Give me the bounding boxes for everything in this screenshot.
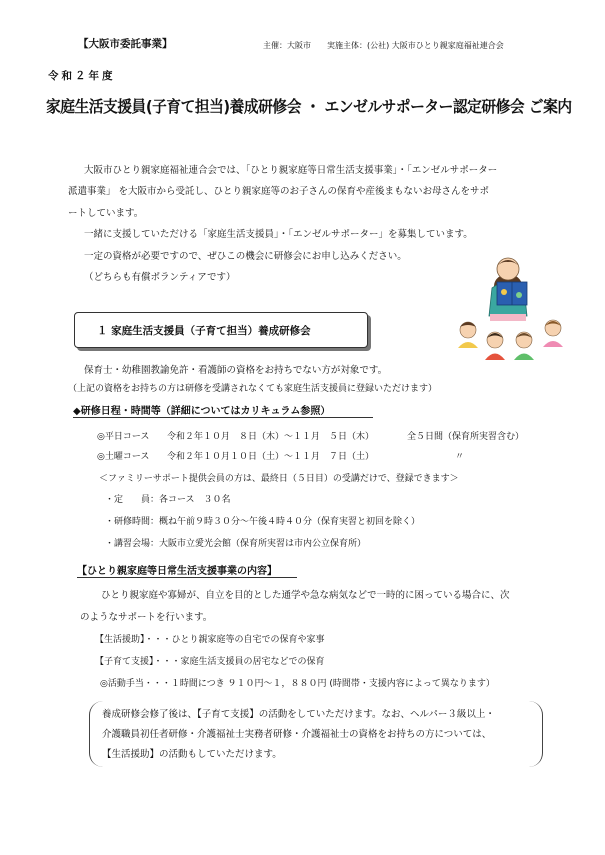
book-icon (497, 282, 527, 305)
course-length: 全５日間（保育所実習含む） (407, 432, 525, 442)
note-line: 介護職員初任者研修・介護福祉士実務者研修・介護福祉士の資格をお持ちの方については、 (102, 729, 492, 740)
capacity: ・定 員：各コース ３０名 (105, 495, 231, 505)
fiscal-year: 令和２年度 (48, 70, 116, 82)
child-figure (458, 322, 478, 348)
intro-line: （どちらも有償ボランティアです） (84, 272, 236, 283)
organizer-line (263, 40, 504, 51)
note-line: 養成研修会修了後は、【子育て支援】の活動をしていただけます。なお、ヘルパー３級以上・ (102, 709, 495, 720)
family-support-note: ＜ファミリーサポート提供会員の方は、最終日（５日目）の受講だけで、登録できます＞ (99, 474, 459, 484)
course-name: ◎土曜コース (97, 452, 150, 462)
page-title: 家庭生活支援員(子育て担当)養成研修会 ・ エンゼルサポーター認定研修会 ご案内 (46, 97, 572, 116)
business-desc-line: のようなサポートを行います。 (80, 612, 213, 623)
intro-line: 派遣事業」 を大阪市から受託し、ひとり親家庭等のお子さんの保育や産後まもないお母さんをサポ (68, 186, 490, 197)
child-figure (543, 320, 563, 347)
section-heading: １ 家庭生活支援員（子育て担当）養成研修会 (97, 324, 311, 337)
course-length: 〃 (455, 452, 465, 462)
intro-line: 一定の資格が必要ですので、ぜひこの機会に研修会にお申し込みください。 (84, 251, 407, 262)
child-figure (485, 332, 505, 360)
schedule-heading: ◆研修日程・時間等（詳細についてはカリキュラム参照） (73, 406, 331, 417)
course-dates: 令和２年１０月 ８日（木）～１１月 ５日（木） (167, 432, 375, 442)
service-item: 【子育て支援】・・・家庭生活支援員の居宅などでの保育 (95, 657, 325, 667)
teacher-reading-to-children-illustration (452, 252, 574, 370)
note-line: 【生活援助】の活動もしていただけます。 (102, 749, 282, 760)
heading-underline (77, 577, 297, 578)
business-desc-line: ひとり親家庭や寡婦が、自立を目的とした通学や急な病気などで一時的に困っている場合に、次 (101, 590, 510, 601)
target-note: （上記の資格をお持ちの方は研修を受講されなくても家庭生活支援員に登録いただけます） (68, 384, 438, 394)
heading-underline (73, 417, 373, 418)
intro-line: 一緒に支援していただける「家庭生活支援員」・「エンゼルサポーター」を募集しています。 (84, 229, 473, 240)
activity-allowance: ◎活動手当・・・１時間につき ９１０円～１，８８０円 (時間帯・支援内容によって異なります） (100, 679, 495, 689)
training-hours: ・研修時間：概ね午前９時３０分～午後４時４０分（保育実習と初回を除く） (105, 517, 421, 527)
target-text: 保育士・幼稚園教諭免許・看護師の資格をお持ちでない方が対象です。 (84, 365, 388, 376)
intro-line: ートしています。 (68, 208, 144, 219)
business-content-heading: 【ひとり親家庭等日常生活支援事業の内容】 (77, 566, 277, 577)
course-dates: 令和２年１０月１０日（土）～１１月 ７日（土） (167, 452, 375, 462)
service-item: 【生活援助】・・・ひとり親家庭等の自宅での保育や家事 (95, 635, 325, 645)
note-box (89, 701, 543, 767)
intro-line: 大阪市ひとり親家庭福祉連合会では、「ひとり親家庭等日常生活支援事業」・「エンゼルサポーター (84, 165, 498, 176)
commission-tag: 【大阪市委託事業】 (78, 38, 173, 50)
venue: ・講習会場：大阪市立愛光会館（保育所実習は市内公立保育所） (105, 539, 367, 549)
section-heading-box (74, 312, 368, 348)
implementer: 実施主体：(公社) 大阪市ひとり親家庭福祉連合会 (327, 41, 504, 50)
course-name: ◎平日コース (97, 432, 150, 442)
organizer: 主催：大阪市 (263, 41, 311, 50)
child-figure (514, 332, 534, 360)
